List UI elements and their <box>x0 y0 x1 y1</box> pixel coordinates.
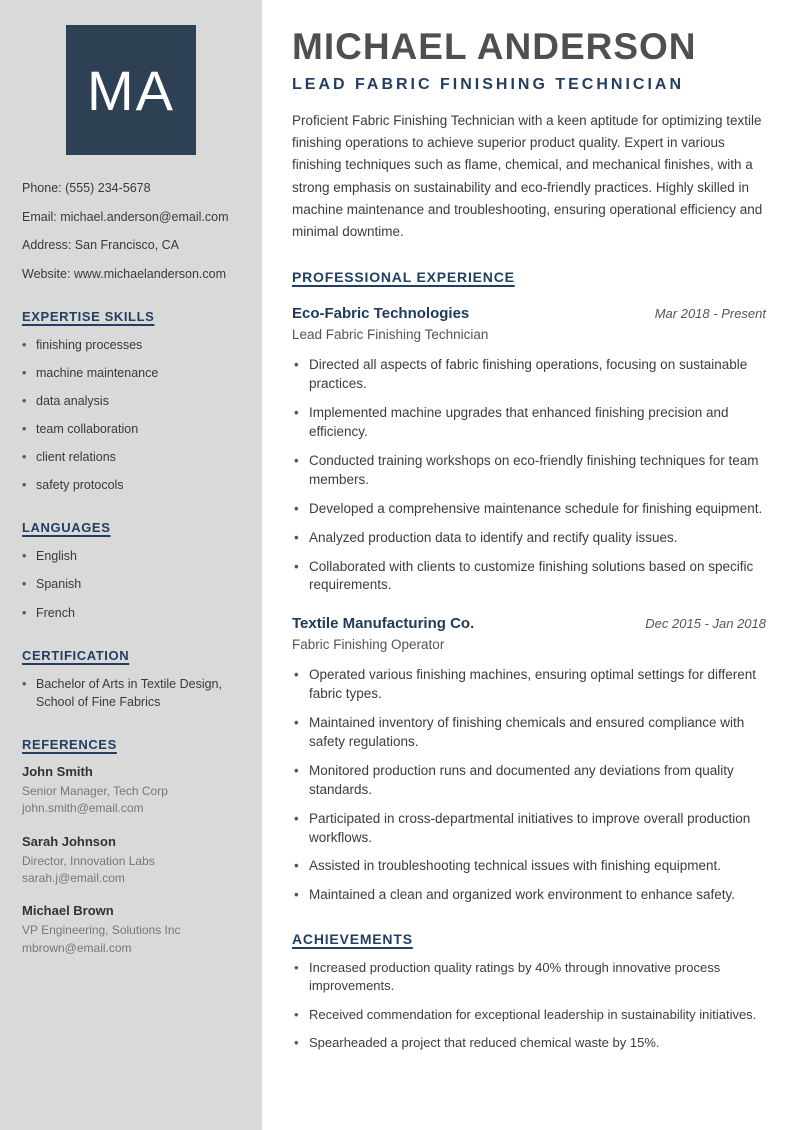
contact-phone: Phone: (555) 234-5678 <box>22 181 151 195</box>
job-bullet: • Maintained a clean and organized work environment to enhance safety. <box>292 886 766 905</box>
reference-email: mbrown@email.com <box>22 940 132 955</box>
main-content <box>262 0 800 1130</box>
skill-item: • machine maintenance <box>22 364 240 382</box>
job-bullet: • Collaborated with clients to customize finishing solutions based on specific requirements. <box>292 558 766 596</box>
languages-list <box>22 547 240 621</box>
language-item: • Spanish <box>22 575 240 593</box>
job-bullet: • Developed a comprehensive maintenance schedule for finishing equipment. <box>292 500 766 519</box>
reference-email: john.smith@email.com <box>22 801 144 816</box>
reference-role: Director, Innovation Labs <box>22 853 155 868</box>
job-header <box>292 615 766 632</box>
skill-item: • safety protocols <box>22 476 240 494</box>
experience-entry <box>292 305 766 595</box>
job-bullet: • Analyzed production data to identify and rectify quality issues. <box>292 529 766 548</box>
certification-heading: CERTIFICATION <box>22 647 130 663</box>
job-bullet-list <box>292 666 766 905</box>
certification-item: • Bachelor of Arts in Textile Design, School of Fine Fabrics <box>22 675 240 711</box>
reference-email: sarah.j@email.com <box>22 871 125 886</box>
reference-entry <box>22 834 240 888</box>
language-item: • English <box>22 547 240 565</box>
reference-name: Sarah Johnson <box>22 833 116 849</box>
languages-heading: LANGUAGES <box>22 520 111 536</box>
company-name: Eco-Fabric Technologies <box>292 305 470 323</box>
summary-paragraph: Proficient Fabric Finishing Technician with a keen aptitude for optimizing textile finishing operations to achieve superior product quality. Expert in various finishing techniques such as flame, chemical, and mechanical finishes, with a strong emphasis on sustainability and eco-friendly practices. Highly skilled in machine maintenance and troubleshooting, ensuring operational efficiency and minimal downtime. <box>292 112 763 240</box>
achievements-heading: ACHIEVEMENTS <box>292 931 413 948</box>
achievement-item: • Increased production quality ratings by 40% through innovative process improvements. <box>292 959 766 995</box>
references-list <box>22 764 240 957</box>
skill-item: • data analysis <box>22 392 240 410</box>
sidebar <box>0 0 262 1130</box>
certification-list <box>22 675 240 711</box>
avatar-initials: MA <box>87 58 175 122</box>
job-header <box>292 305 766 322</box>
job-bullet: • Implemented machine upgrades that enhanced finishing precision and efficiency. <box>292 404 766 442</box>
skill-item: • finishing processes <box>22 336 240 354</box>
reference-entry <box>22 903 240 957</box>
contact-website: Website: www.michaelanderson.com <box>22 266 227 281</box>
contact-email: Email: michael.anderson@email.com <box>22 209 229 224</box>
experience-entry <box>292 615 766 905</box>
reference-role: Senior Manager, Tech Corp <box>22 783 168 798</box>
reference-role: VP Engineering, Solutions Inc <box>22 923 181 938</box>
skill-item: • team collaboration <box>22 420 240 438</box>
language-item: • French <box>22 604 240 622</box>
candidate-name: MICHAEL ANDERSON <box>292 26 697 67</box>
job-bullet: • Conducted training workshops on eco-friendly finishing techniques for team members. <box>292 452 766 490</box>
reference-name: Michael Brown <box>22 903 114 919</box>
achievement-item: • Received commendation for exceptional leadership in sustainability initiatives. <box>292 1006 766 1024</box>
job-bullet: • Maintained inventory of finishing chemicals and ensured compliance with safety regulations. <box>292 714 766 752</box>
skill-item: • client relations <box>22 448 240 466</box>
references-heading: REFERENCES <box>22 736 117 752</box>
job-bullet-list <box>292 356 766 595</box>
job-bullet: • Assisted in troubleshooting technical issues with finishing equipment. <box>292 857 766 876</box>
job-bullet: • Participated in cross-departmental initiatives to improve overall production workflows. <box>292 810 766 848</box>
reference-name: John Smith <box>22 763 93 779</box>
job-dates: Dec 2015 - Jan 2018 <box>645 616 766 632</box>
job-role: Fabric Finishing Operator <box>292 637 445 653</box>
achievement-item: • Spearheaded a project that reduced chemical waste by 15%. <box>292 1034 766 1052</box>
company-name: Textile Manufacturing Co. <box>292 615 475 633</box>
professional-experience-heading: PROFESSIONAL EXPERIENCE <box>292 269 515 286</box>
job-bullet: • Monitored production runs and documented any deviations from quality standards. <box>292 762 766 800</box>
job-dates: Mar 2018 - Present <box>654 306 766 322</box>
job-bullet: • Operated various finishing machines, ensuring optimal settings for different fabric types. <box>292 666 766 704</box>
candidate-title: LEAD FABRIC FINISHING TECHNICIAN <box>292 75 684 93</box>
expertise-skills-heading: EXPERTISE SKILLS <box>22 308 155 324</box>
achievements-list <box>292 959 766 1052</box>
avatar <box>66 25 196 155</box>
reference-entry <box>22 764 240 818</box>
contact-info <box>22 181 240 283</box>
contact-address: Address: San Francisco, CA <box>22 238 180 253</box>
job-bullet: • Directed all aspects of fabric finishing operations, focusing on sustainable practices. <box>292 356 766 394</box>
expertise-skills-list <box>22 336 240 495</box>
job-role: Lead Fabric Finishing Technician <box>292 327 489 343</box>
